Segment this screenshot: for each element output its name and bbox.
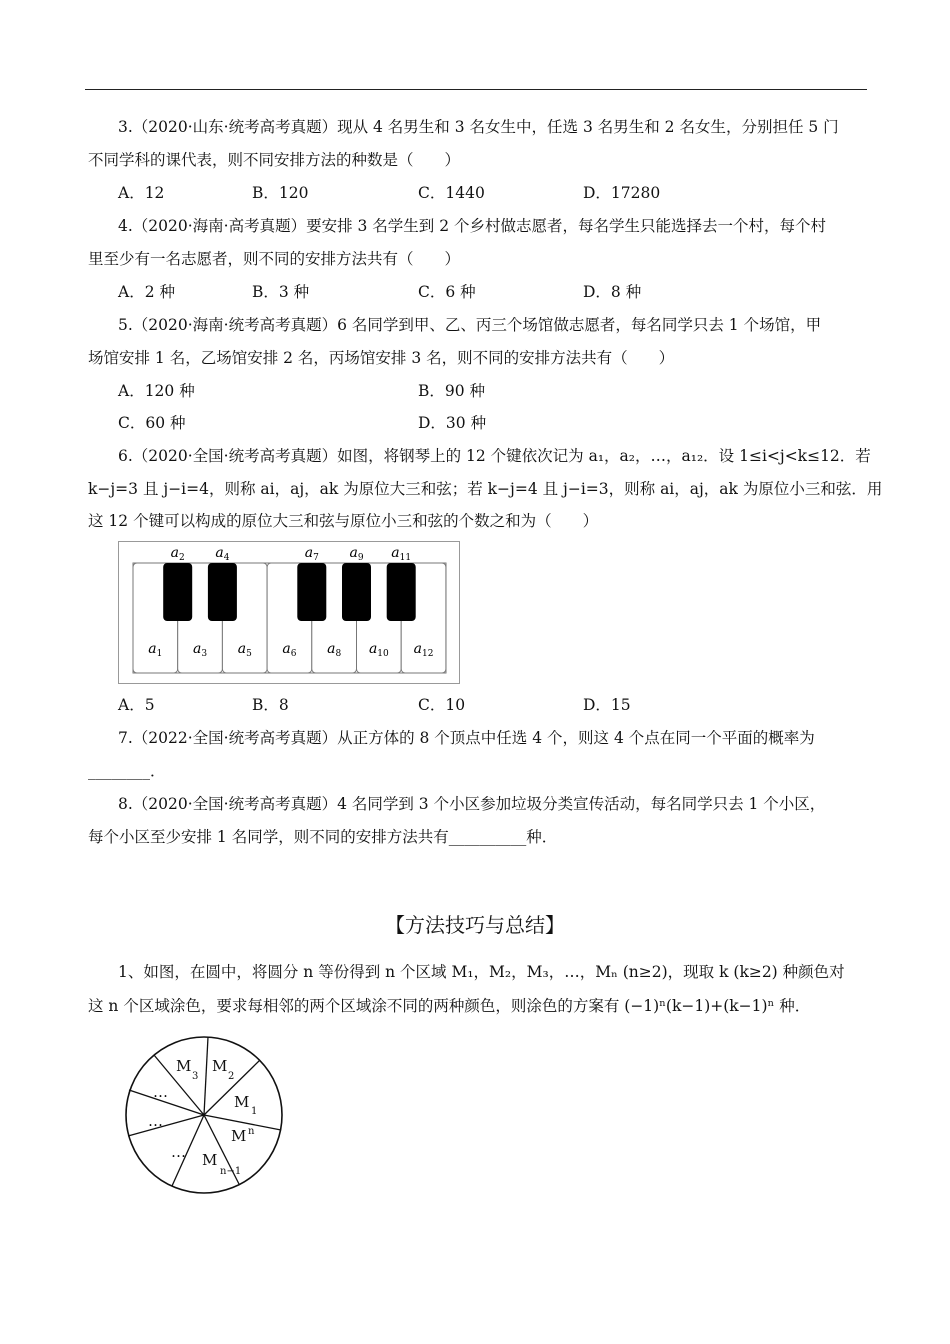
label-mn1: M (202, 1151, 218, 1169)
piano-keyboard-figure (118, 541, 460, 684)
label-m1-sub: 1 (251, 1106, 258, 1117)
white-key-label-a1: $a_1$ (148, 641, 163, 659)
tip1-line2: 这 n 个区域涂色，要求每相邻的两个区域涂不同的两种颜色，则涂色的方案有 (−1)ⁿ(k−1)+(k−1)ⁿ 种． (88, 997, 811, 1015)
circle-sectors-figure (124, 1035, 284, 1195)
q7-answer-blank: ________． (88, 762, 166, 780)
q3-option-a: A．12 (118, 184, 165, 202)
label-m2: M (212, 1057, 228, 1075)
q5-option-d: D．30 种 (418, 414, 487, 432)
white-key-label-a3: $a_3$ (193, 641, 208, 659)
q5-stem-line2: 场馆安排 1 名，乙场馆安排 2 名，丙场馆安排 3 名，则不同的安排方法共有（ ） (88, 349, 675, 367)
white-key-label-a6: $a_6$ (282, 641, 297, 659)
label-m3-sub: 3 (192, 1071, 199, 1082)
label-mn: M (231, 1127, 247, 1145)
black-key-label-a2: $a_2$ (170, 545, 185, 563)
q5-option-b: B．90 种 (418, 382, 486, 400)
label-mn1-sub: n−1 (220, 1166, 242, 1177)
dots-middle: … (148, 1112, 163, 1130)
q4-stem-line2: 里至少有一名志愿者，则不同的安排方法共有（ ） (88, 250, 461, 268)
white-key-label-a5: $a_5$ (237, 641, 252, 659)
q5-option-a: A．120 种 (118, 382, 195, 400)
q4-stem-line1: 4.（2020·海南·高考真题）要安排 3 名学生到 2 个乡村做志愿者，每名学生只能选择去一个村，每个村 (118, 217, 827, 235)
black-key-label-a11: $a_{11}$ (391, 545, 412, 563)
label-mn-sub: n (248, 1126, 255, 1137)
q5-stem-line1: 5.（2020·海南·统考高考真题）6 名同学到甲、乙、丙三个场馆做志愿者，每名同学只去 1 个场馆，甲 (118, 316, 822, 334)
black-key-a11 (387, 563, 416, 621)
q6-stem-line1: 6.（2020·全国·统考高考真题）如图，将钢琴上的 12 个键依次记为 a₁，a₂，…，a₁₂．设 1≤i<j<k≤12．若 (118, 447, 871, 465)
q7-stem-line1: 7.（2022·全国·统考高考真题）从正方体的 8 个顶点中任选 4 个，则这 4 个点在同一个平面的概率为 (118, 729, 815, 747)
q3-stem-line1: 3.（2020·山东·统考高考真题）现从 4 名男生和 3 名女生中，任选 3 名男生和 2 名女生，分别担任 5 门 (118, 118, 839, 136)
q5-option-c: C．60 种 (118, 414, 186, 432)
label-m2-sub: 2 (228, 1071, 235, 1082)
label-m1: M (234, 1093, 250, 1111)
q4-option-c: C．6 种 (418, 283, 476, 301)
dots-lower: … (171, 1143, 186, 1161)
white-key-label-a10: $a_{10}$ (368, 641, 389, 659)
q8-stem-line1: 8.（2020·全国·统考高考真题）4 名同学到 3 个小区参加垃圾分类宣传活动，每名同学只去 1 个小区， (118, 795, 826, 813)
black-key-label-a4: $a_4$ (215, 545, 230, 563)
black-key-a2 (163, 563, 192, 621)
q6-stem-line3: 这 12 个键可以构成的原位大三和弦与原位小三和弦的个数之和为（ ） (88, 512, 599, 530)
black-key-a9 (342, 563, 371, 621)
black-key-a7 (297, 563, 326, 621)
tip1-line1: 1、如图，在圆中，将圆分 n 等份得到 n 个区域 M₁，M₂，M₃，…，Mₙ (n≥2)，现取 k (k≥2) 种颜色对 (118, 963, 845, 981)
black-key-label-a7: $a_7$ (304, 545, 319, 563)
q6-stem-line2: k−j=3 且 j−i=4，则称 ai，aj，ak 为原位大三和弦；若 k−j=4 且 j−i=3，则称 ai，aj，ak 为原位小三和弦．用 (88, 480, 883, 498)
q4-option-a: A．2 种 (118, 283, 175, 301)
q6-option-a: A．5 (118, 696, 155, 714)
white-key-label-a8: $a_8$ (327, 641, 342, 659)
label-m3: M (176, 1057, 192, 1075)
q3-stem-line2: 不同学科的课代表，则不同安排方法的种数是（ ） (88, 151, 461, 169)
black-key-a4 (208, 563, 237, 621)
black-key-label-a9: $a_9$ (349, 545, 364, 563)
white-key-label-a12: $a_{12}$ (413, 641, 434, 659)
q8-stem-line2: 每个小区至少安排 1 名同学，则不同的安排方法共有__________种． (88, 828, 558, 846)
section-title: 【方法技巧与总结】 (385, 913, 565, 937)
dots-upper: … (153, 1083, 168, 1101)
q3-option-c: C．1440 (418, 184, 485, 202)
q3-option-b: B．120 (252, 184, 309, 202)
q4-option-d: D．8 种 (583, 283, 642, 301)
q6-option-d: D．15 (583, 696, 631, 714)
header-rule (85, 89, 867, 90)
q6-option-c: C．10 (418, 696, 466, 714)
q3-option-d: D．17280 (583, 184, 661, 202)
q4-option-b: B．3 种 (252, 283, 310, 301)
q6-option-b: B．8 (252, 696, 289, 714)
